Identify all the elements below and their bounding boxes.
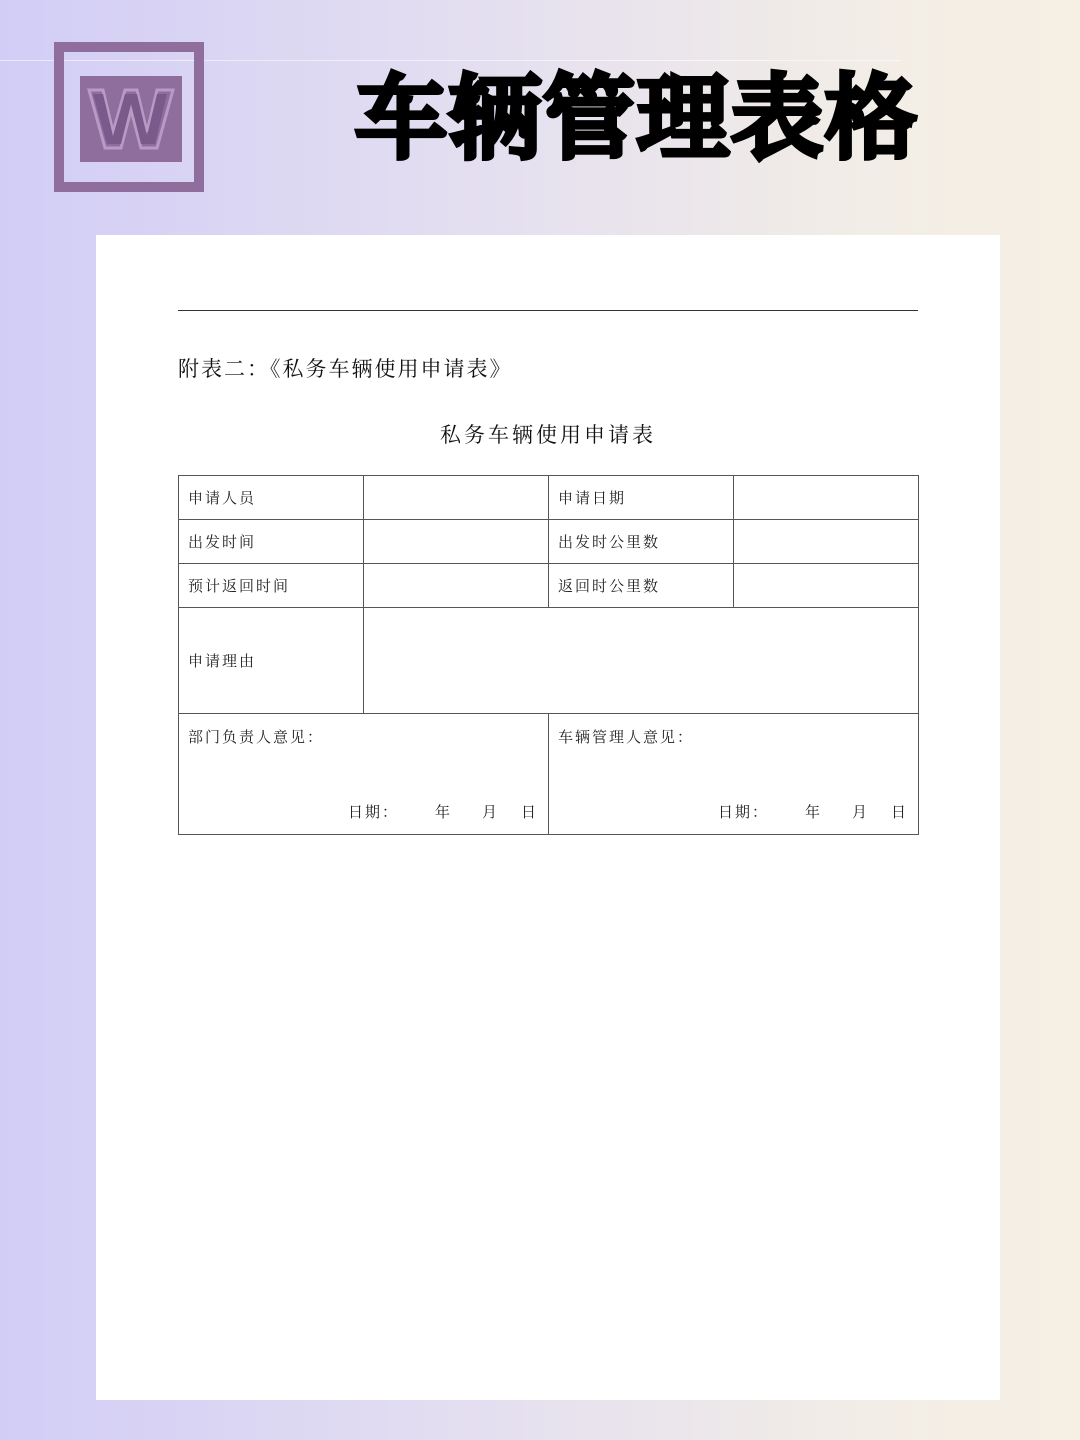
dept-opinion-date bbox=[348, 801, 538, 822]
document-page bbox=[96, 235, 1000, 1400]
attachment-title: 附表二：《私务车辆使用申请表》 bbox=[178, 357, 513, 381]
label-expected-return-time: 预计返回时间 bbox=[179, 564, 364, 608]
date-label: 日期： bbox=[347, 803, 399, 821]
table-row bbox=[179, 564, 919, 608]
table-row bbox=[179, 608, 919, 714]
word-icon bbox=[54, 42, 204, 192]
label-departure-mileage: 出发时公里数 bbox=[549, 520, 734, 564]
day-label: 日 bbox=[890, 803, 908, 821]
label-applicant: 申请人员 bbox=[179, 476, 364, 520]
field-departure-mileage[interactable] bbox=[734, 520, 919, 564]
table-row bbox=[179, 476, 919, 520]
month-label: 月 bbox=[851, 803, 869, 821]
w-letter-icon bbox=[83, 82, 179, 156]
field-departure-time[interactable] bbox=[364, 520, 549, 564]
field-return-mileage[interactable] bbox=[734, 564, 919, 608]
table-row bbox=[179, 520, 919, 564]
dept-opinion-cell[interactable] bbox=[179, 714, 549, 835]
field-applicant[interactable] bbox=[364, 476, 549, 520]
label-reason: 申请理由 bbox=[179, 608, 364, 714]
field-apply-date[interactable] bbox=[734, 476, 919, 520]
label-return-mileage: 返回时公里数 bbox=[549, 564, 734, 608]
header-rule bbox=[178, 310, 918, 311]
dept-opinion-label: 部门负责人意见： bbox=[188, 728, 325, 746]
year-label: 年 bbox=[434, 803, 452, 821]
year-label: 年 bbox=[804, 803, 822, 821]
page-title: 车辆管理表格 bbox=[355, 65, 920, 172]
label-apply-date: 申请日期 bbox=[549, 476, 734, 520]
vehicle-opinion-date bbox=[718, 801, 908, 822]
month-label: 月 bbox=[481, 803, 499, 821]
label-departure-time: 出发时间 bbox=[179, 520, 364, 564]
form-title: 私务车辆使用申请表 bbox=[440, 423, 656, 447]
word-w-mark bbox=[80, 76, 182, 162]
vehicle-opinion-cell[interactable] bbox=[549, 714, 919, 835]
day-label: 日 bbox=[520, 803, 538, 821]
table-row bbox=[179, 714, 919, 835]
field-reason[interactable] bbox=[364, 608, 919, 714]
field-expected-return-time[interactable] bbox=[364, 564, 549, 608]
date-label: 日期： bbox=[717, 803, 769, 821]
application-form-table bbox=[178, 475, 919, 835]
vehicle-opinion-label: 车辆管理人意见： bbox=[558, 728, 695, 746]
